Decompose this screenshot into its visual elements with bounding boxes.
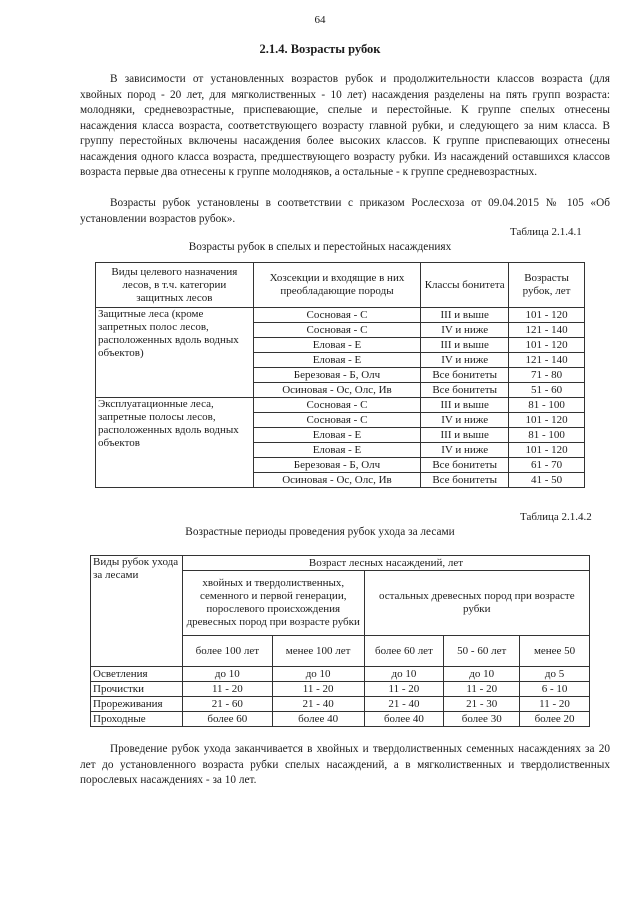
value-cell: до 10 [444, 667, 520, 682]
header-thinning-type: Виды рубок ухода за лесами [91, 556, 183, 667]
table1-label: Таблица 2.1.4.1 [510, 226, 582, 238]
thinning-type-cell: Прореживания [91, 697, 183, 712]
table-row [91, 697, 590, 712]
value-cell: 11 - 20 [272, 682, 364, 697]
value-cell: 21 - 40 [364, 697, 444, 712]
age-cell: 51 - 60 [509, 383, 585, 398]
age-cell: 121 - 140 [509, 353, 585, 368]
table2-caption: Возрастные периоды проведения рубок ухода за лесами [185, 526, 455, 538]
class-cell: IV и ниже [421, 413, 509, 428]
header-conifer: хвойных и твердолиственных, семенного и первой генерации, порослевого происхождения древесных пород при возрасте рубки [182, 571, 364, 636]
header-stand-age: Возраст лесных насаждений, лет [182, 556, 589, 571]
thinning-type-cell: Осветления [91, 667, 183, 682]
age-cell: 121 - 140 [509, 323, 585, 338]
species-cell: Березовая - Б, Олч [253, 458, 421, 473]
age-cell: 101 - 120 [509, 338, 585, 353]
thinning-type-cell: Проходные [91, 712, 183, 727]
class-cell: III и выше [421, 308, 509, 323]
age-cell: 101 - 120 [509, 413, 585, 428]
intro-paragraph: В зависимости от установленных возрастов рубок и продолжительности классов возраста (для хвойных пород - 20 лет, для мягколиственных - 10 лет) насаждения разделены на пять групп возраста: молодняки, средневозрастные, приспевающие, спелые и перестойные. К группе спелых отнесены насаждения класса возраста, соответствующего возрасту главной рубки, и следующего за ним класса. В группу перестойных включены насаждения более высоких классов. К группе приспевающих отнесены насаждения одного класса возраста, предшествующего возрасту рубки. Из насаждений оставшихся классов возраста первые два отнесены к группе молодняков, а остальные - к группе средневозрастных. [80, 73, 610, 178]
class-cell: IV и ниже [421, 353, 509, 368]
final-paragraph: Проведение рубок ухода заканчивается в хвойных и твердолиственных семенных насаждениях за 20 лет до установленного возраста рубки спелых насаждений, а в мягколиственных и твердолиственных порослевых насаждениях - за 10 лет. [80, 743, 610, 786]
age-cell: 61 - 70 [509, 458, 585, 473]
table2-label: Таблица 2.1.4.2 [520, 511, 592, 523]
class-cell: Все бонитеты [421, 473, 509, 488]
subheader-cell: менее 50 [520, 636, 590, 667]
header-other-species: остальных древесных пород при возрасте рубки [364, 571, 589, 636]
species-cell: Еловая - Е [253, 353, 421, 368]
age-cell: 101 - 120 [509, 443, 585, 458]
table1-caption: Возрасты рубок в спелых и перестойных насаждениях [188, 241, 452, 253]
species-cell: Березовая - Б, Олч [253, 368, 421, 383]
value-cell: 11 - 20 [364, 682, 444, 697]
subheader-cell: 50 - 60 лет [444, 636, 520, 667]
age-cell: 71 - 80 [509, 368, 585, 383]
header-purpose: Виды целевого назначения лесов, в т.ч. категории защитных лесов [96, 263, 254, 308]
thinning-type-cell: Прочистки [91, 682, 183, 697]
value-cell: 6 - 10 [520, 682, 590, 697]
species-cell: Сосновая - С [253, 398, 421, 413]
value-cell: 11 - 20 [182, 682, 272, 697]
order-paragraph: Возрасты рубок установлены в соответствии с приказом Рослесхоза от 09.04.2015 № 105 «Об установлении возрастов рубок». [80, 197, 610, 225]
class-cell: IV и ниже [421, 443, 509, 458]
value-cell: 21 - 40 [272, 697, 364, 712]
subheader-cell: более 60 лет [364, 636, 444, 667]
subheader-cell: менее 100 лет [272, 636, 364, 667]
class-cell: III и выше [421, 338, 509, 353]
age-cell: 101 - 120 [509, 308, 585, 323]
species-cell: Сосновая - С [253, 413, 421, 428]
value-cell: более 30 [444, 712, 520, 727]
value-cell: до 5 [520, 667, 590, 682]
cutting-age-table [95, 262, 585, 488]
table-row [91, 682, 590, 697]
class-cell: III и выше [421, 398, 509, 413]
species-cell: Сосновая - С [253, 308, 421, 323]
species-cell: Осиновая - Ос, Олс, Ив [253, 473, 421, 488]
group-exploitation: Эксплуатационные леса, запретные полосы лесов, расположенных вдоль водных объектов [96, 398, 254, 488]
value-cell: более 40 [272, 712, 364, 727]
class-cell: Все бонитеты [421, 368, 509, 383]
value-cell: 21 - 30 [444, 697, 520, 712]
class-cell: III и выше [421, 428, 509, 443]
value-cell: 11 - 20 [444, 682, 520, 697]
subheader-cell: более 100 лет [182, 636, 272, 667]
age-cell: 81 - 100 [509, 428, 585, 443]
table-row [91, 667, 590, 682]
table-row [96, 308, 585, 323]
table-row [91, 712, 590, 727]
class-cell: Все бонитеты [421, 458, 509, 473]
section-title: 2.1.4. Возрасты рубок [259, 42, 381, 56]
age-cell: 41 - 50 [509, 473, 585, 488]
species-cell: Еловая - Е [253, 443, 421, 458]
table-header-row [96, 263, 585, 308]
header-age: Возрасты рубок, лет [509, 263, 585, 308]
species-cell: Осиновая - Ос, Олс, Ив [253, 383, 421, 398]
table-row [96, 398, 585, 413]
class-cell: IV и ниже [421, 323, 509, 338]
value-cell: 11 - 20 [520, 697, 590, 712]
value-cell: более 20 [520, 712, 590, 727]
page-number: 64 [314, 14, 326, 26]
table-header-row [91, 556, 590, 571]
thinning-periods-table [90, 555, 590, 727]
header-class: Классы бонитета [421, 263, 509, 308]
value-cell: более 60 [182, 712, 272, 727]
value-cell: до 10 [182, 667, 272, 682]
value-cell: 21 - 60 [182, 697, 272, 712]
species-cell: Сосновая - С [253, 323, 421, 338]
header-species: Хозсекции и входящие в них преобладающие породы [253, 263, 421, 308]
value-cell: до 10 [272, 667, 364, 682]
age-cell: 81 - 100 [509, 398, 585, 413]
class-cell: Все бонитеты [421, 383, 509, 398]
species-cell: Еловая - Е [253, 428, 421, 443]
value-cell: более 40 [364, 712, 444, 727]
group-protective: Защитные леса (кроме запретных полос лесов, расположенных вдоль водных объектов) [96, 308, 254, 398]
value-cell: до 10 [364, 667, 444, 682]
species-cell: Еловая - Е [253, 338, 421, 353]
